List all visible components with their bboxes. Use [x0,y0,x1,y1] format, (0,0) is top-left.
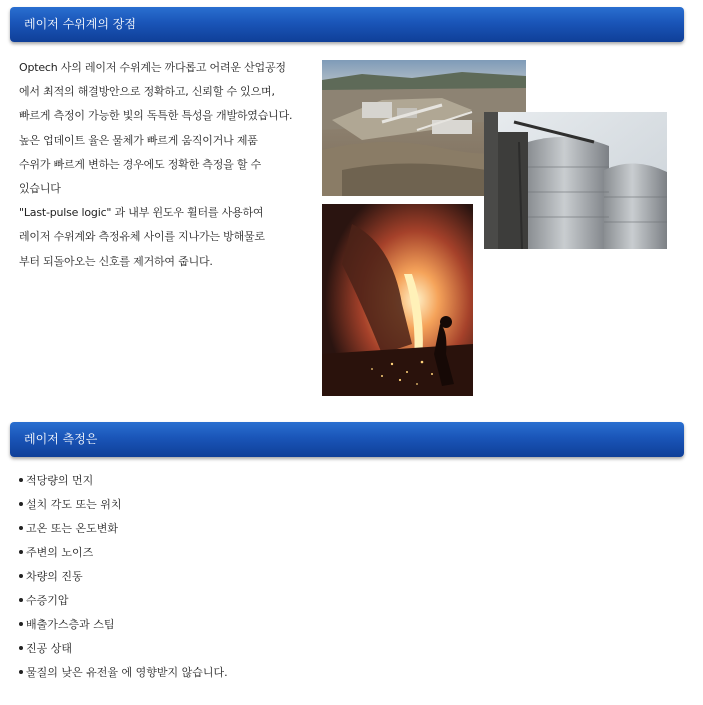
list-item: 주변의 노이즈 [19,541,228,565]
bullet-icon [19,574,23,578]
paragraph-line: Optech 사의 레이저 수위계는 까다롭고 어려운 산업공정 [19,61,286,74]
paragraph-line: 수위가 빠르게 변하는 경우에도 정확한 측정을 할 수 [19,157,262,171]
bullet-icon [19,646,23,650]
list-item: 적당량의 먼지 [19,469,228,493]
paragraph-line: 부터 되돌아오는 신호를 제거하여 줍니다. [19,254,213,268]
section-header-measurement [10,422,684,457]
advantages-paragraph [19,56,319,274]
list-item: 차량의 진동 [19,565,228,589]
paragraph-line: 높은 업데이트 율은 물체가 빠르게 움직이거나 제품 [19,133,258,147]
section-title: 레이저 측정은 [24,432,98,446]
bullet-icon [19,670,23,674]
list-item: 수증기압 [19,589,228,613]
paragraph-line: 레이저 수위계와 측정유체 사이를 지나가는 방해물로 [19,230,265,244]
bullet-icon [19,622,23,626]
list-item: 설치 각도 또는 위치 [19,493,228,517]
bullet-icon [19,526,23,530]
section-header-advantages [10,7,684,42]
bullet-icon [19,502,23,506]
furnace-photo [322,204,473,396]
list-item: 배출가스층과 스팀 [19,613,228,637]
paragraph-line: "Last-pulse logic" 과 내부 윈도우 휠터를 사용하여 [19,206,264,220]
list-item: 진공 상태 [19,637,228,661]
paragraph-line: 빠르게 측정이 가능한 빛의 독특한 특성을 개발하였습니다. [19,109,293,123]
bullet-icon [19,598,23,602]
measurement-bullet-list [19,469,228,685]
bullet-icon [19,478,23,482]
list-item: 물질의 낮은 유전율 에 영향받지 않습니다. [19,661,228,685]
section-title: 레이저 수위계의 장점 [24,17,136,31]
bullet-icon [19,550,23,554]
silos-photo [484,112,667,249]
paragraph-line: 있습니다 [19,182,61,196]
list-item: 고온 또는 온도변화 [19,517,228,541]
paragraph-line: 에서 최적의 해결방안으로 정확하고, 신뢰할 수 있으며, [19,85,275,99]
